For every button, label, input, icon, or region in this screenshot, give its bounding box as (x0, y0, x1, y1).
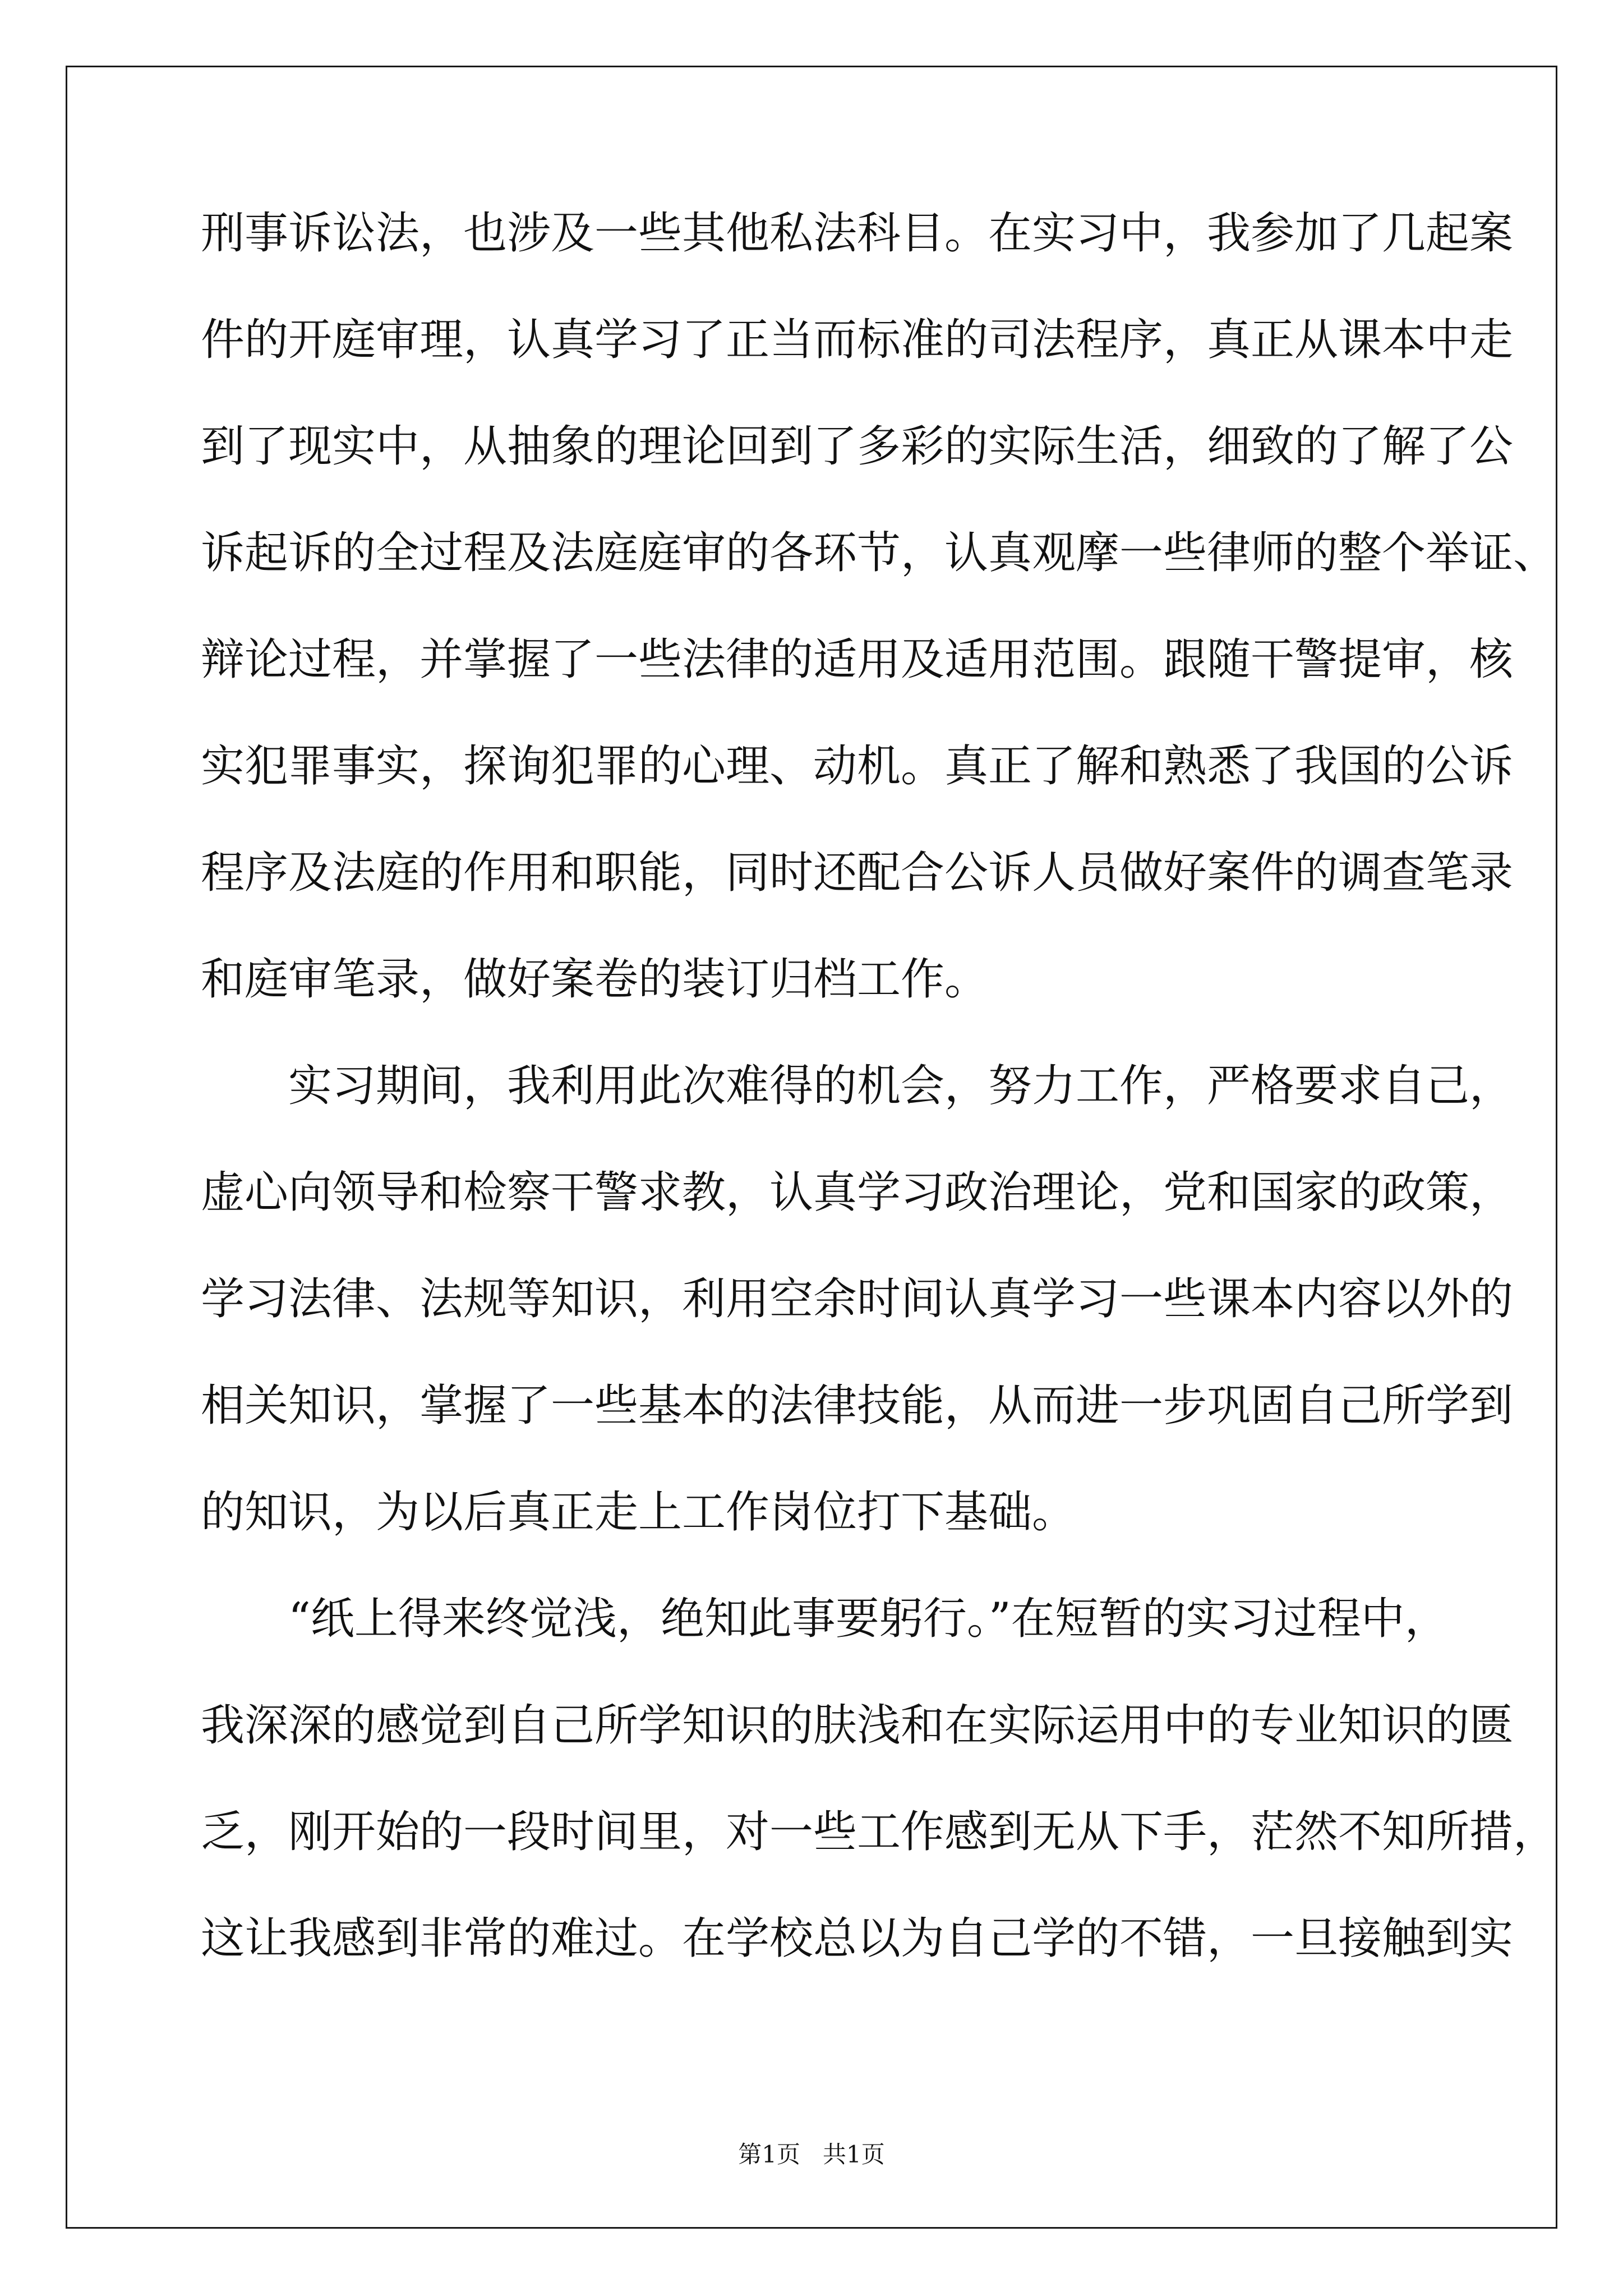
text-line: 虚心向领导和检察干警求教，认真学习政治理论，党和国家的政策， (201, 1167, 1514, 1218)
text-line: 相关知识，掌握了一些基本的法律技能，从而进一步巩固自己所学到 (201, 1381, 1514, 1431)
text-line: 诉起诉的全过程及法庭庭审的各环节，认真观摩一些律师的整个举证、 (201, 528, 1557, 578)
text-line: 我深深的感觉到自己所学知识的肤浅和在实际运用中的专业知识的匮 (201, 1700, 1514, 1751)
text-line: 这让我感到非常的难过。在学校总以为自己学的不错，一旦接触到实 (201, 1913, 1514, 1964)
page-total: 共1页 (823, 2141, 885, 2168)
text-line: 到了现实中，从抽象的理论回到了多彩的实际生活，细致的了解了公 (201, 421, 1514, 472)
paragraph-first-line: 实习期间，我利用此次难得的机会，努力工作，严格要求自己， (288, 1061, 1514, 1111)
paragraph-first-line: “纸上得来终觉浅，绝知此事要躬行。”在短暂的实习过程中， (288, 1594, 1449, 1644)
text-line: 和庭审笔录，做好案卷的装订归档工作。 (201, 954, 989, 1005)
text-line: 实犯罪事实，探询犯罪的心理、动机。真正了解和熟悉了我国的公诉 (201, 741, 1514, 792)
text-line: 的知识，为以后真正走上工作岗位打下基础。 (201, 1487, 1076, 1538)
text-line: 程序及法庭的作用和职能，同时还配合公诉人员做好案件的调查笔录 (201, 848, 1514, 898)
text-line: 刑事诉讼法，也涉及一些其他私法科目。在实习中，我参加了几起案 (201, 208, 1514, 259)
text-line: 件的开庭审理，认真学习了正当而标准的司法程序，真正从课本中走 (201, 315, 1514, 365)
text-line: 学习法律、法规等知识，利用空余时间认真学习一些课本内容以外的 (201, 1274, 1514, 1324)
page-footer (0, 2136, 1623, 2170)
text-line: 乏，刚开始的一段时间里，对一些工作感到无从下手，茫然不知所措， (201, 1807, 1557, 1857)
document-body (201, 208, 1557, 2019)
page-number: 第1页 (738, 2141, 800, 2168)
text-line: 辩论过程，并掌握了一些法律的适用及适用范围。跟随干警提审，核 (201, 634, 1514, 685)
